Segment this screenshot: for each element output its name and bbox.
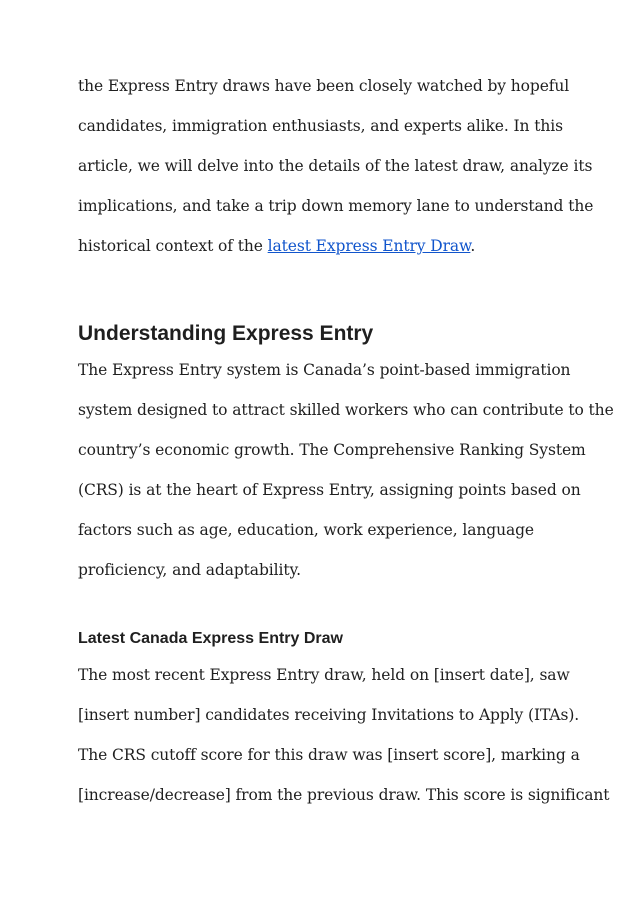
section1-line-2: system designed to attract skilled workers who can contribute to the (78, 401, 614, 419)
intro-line-2: candidates, immigration enthusiasts, and experts alike. In this (78, 117, 563, 135)
intro-line-5-suffix: . (470, 237, 476, 255)
intro-line-1: the Express Entry draws have been closely watched by hopeful (78, 77, 570, 95)
intro-line-5 (78, 236, 578, 276)
section1-heading-text: Understanding Express Entry (78, 322, 374, 345)
intro-paragraph (78, 76, 594, 276)
latest-express-entry-draw-link[interactable]: latest Express Entry Draw (267, 237, 471, 255)
intro-line-3: article, we will delve into the details of the latest draw, analyze its (78, 157, 593, 175)
section2-line-3: The CRS cutoff score for this draw was [insert score], marking a (78, 746, 580, 764)
intro-line-5-prefix: historical context of the (78, 237, 268, 255)
section2-paragraph (78, 665, 610, 825)
section1-line-3: country’s economic growth. The Comprehensive Ranking System (78, 441, 586, 459)
section1-paragraph (78, 360, 614, 600)
section1-line-5: factors such as age, education, work experience, language (78, 521, 534, 539)
intro-line-4: implications, and take a trip down memory lane to understand the (78, 197, 594, 215)
section2-line-4: [increase/decrease] from the previous draw. This score is significant (78, 786, 610, 804)
section-heading-understanding-express-entry (78, 322, 373, 346)
section1-line-6: proficiency, and adaptability. (78, 561, 301, 579)
section1-line-4: (CRS) is at the heart of Express Entry, assigning points based on (78, 481, 581, 499)
section-heading-latest-canada-express-entry-draw: Latest Canada Express Entry Draw (78, 630, 343, 647)
section2-line-2: [insert number] candidates receiving Invitations to Apply (ITAs). (78, 706, 580, 724)
section1-line-1: The Express Entry system is Canada’s point-based immigration (78, 361, 571, 379)
section2-line-1: The most recent Express Entry draw, held on [insert date], saw (78, 666, 570, 684)
